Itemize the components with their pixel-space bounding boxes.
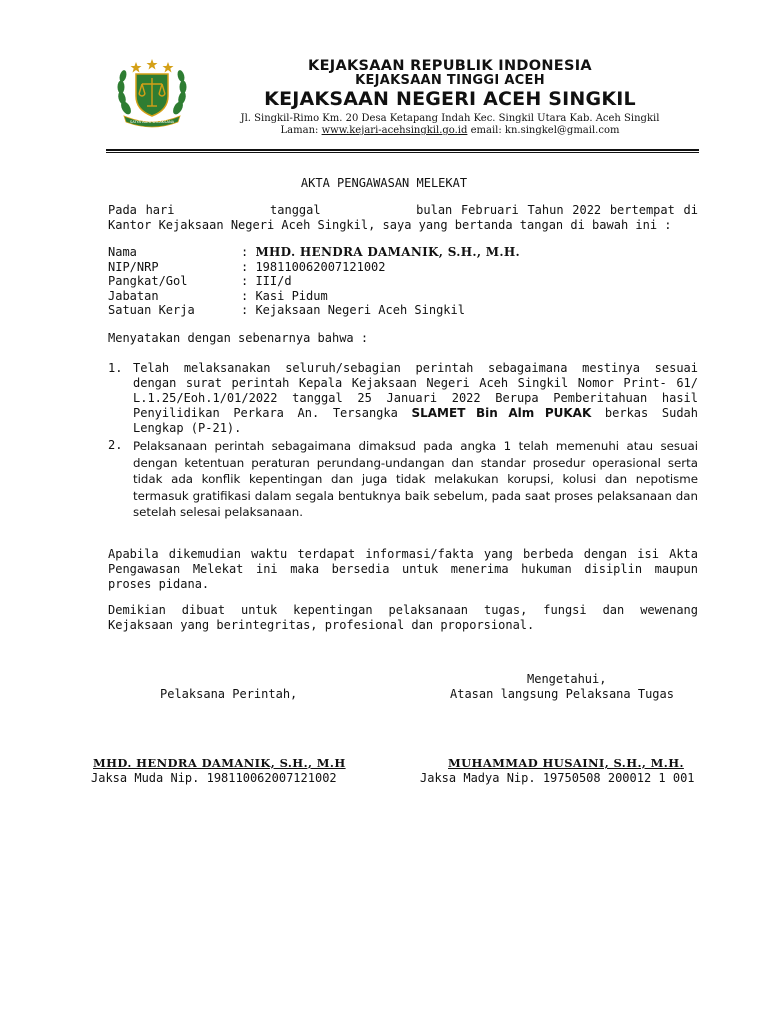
list-item-text: Pelaksanaan perintah sebagaimana dimaksud pada angka 1 telah memenuhi atau sesuai dengan ketentuan peraturan perundang-undangan dan standar prosedur operasional serta tidak ada konflik kepentingan dan juga tidak melakukan korupsi, kolusi dan nepotisme termasuk gratifikasi dalam segala bentuknya baik sebelum, pada saat proses pelaksanaan dan setelah selesai pelaksanaan. <box>133 439 698 519</box>
sep: : <box>241 245 256 259</box>
suspect-name: SLAMET Bin Alm PUKAK <box>411 406 592 420</box>
sep: : <box>241 303 256 317</box>
nama-value: MHD. HENDRA DAMANIK, S.H., M.H. <box>255 245 520 259</box>
statement-list <box>108 361 698 523</box>
list-number: 2. <box>108 438 123 452</box>
left-signer-nip: Jaksa Muda Nip. 198110062007121002 <box>91 771 337 785</box>
sep: : <box>241 259 256 274</box>
identity-row-nip <box>108 260 698 275</box>
right-signer-name: MUHAMMAD HUSAINI, S.H., M.H. <box>448 756 684 770</box>
nama-label: Nama <box>108 245 137 259</box>
list-item <box>108 438 698 521</box>
identity-block <box>108 245 698 318</box>
document-title: AKTA PENGAWASAN MELEKAT <box>300 176 468 190</box>
letterhead-rule-thin <box>106 152 699 153</box>
jabatan-value: Kasi Pidum <box>255 288 328 303</box>
satuan-value: Kejaksaan Negeri Aceh Singkil <box>255 303 465 317</box>
letterhead-address: Jl. Singkil-Rimo Km. 20 Desa Ketapang Indah Kec. Singkil Utara Kab. Aceh Singkil <box>240 113 660 124</box>
identity-row-nama <box>108 245 698 260</box>
letterhead-line3: KEJAKSAAN NEGERI ACEH SINGKIL <box>264 88 636 110</box>
sep: : <box>241 288 256 303</box>
letterhead-rule-thick <box>106 149 699 151</box>
left-signer-name: MHD. HENDRA DAMANIK, S.H., M.H <box>93 756 346 770</box>
list-number: 1. <box>108 361 123 375</box>
item1-text-a: Telah melaksanakan seluruh/sebagian perintah sebagaimana mestinya sesuai dengan surat perintah Kepala Kejaksaan Negeri Aceh Singkil Nomor Print- 61/ L.1.25/Eoh.1/01/2022 tanggal 25 Januari 2022 Berupa Pemberitahuan hasil Penyilidikan Perkara An. Tersangka <box>133 361 698 420</box>
nip-value: 198110062007121002 <box>255 259 386 274</box>
right-signer-role: Atasan langsung Pelaksana Tugas <box>450 687 674 701</box>
jabatan-label: Jabatan <box>108 288 159 303</box>
list-item-text <box>133 361 698 436</box>
pangkat-label: Pangkat/Gol <box>108 274 188 288</box>
letterhead-contact <box>200 125 700 137</box>
opening-paragraph <box>108 203 706 233</box>
letterhead <box>200 58 700 137</box>
item1-text-b: berkas Sudah Lengkap (P-21). <box>133 406 698 435</box>
letterhead-line2: KEJAKSAAN TINGGI ACEH <box>355 73 545 88</box>
identity-row-jabatan <box>108 289 698 304</box>
identity-row-satuan <box>108 303 698 318</box>
identity-row-pangkat <box>108 274 698 289</box>
consequence-paragraph: Apabila dikemudian waktu terdapat informasi/fakta yang berbeda dengan isi Akta Pengawasan Melekat ini maka bersedia untuk menerima hukuman disiplin maupun proses pidana. <box>108 547 698 591</box>
list-item <box>108 361 698 436</box>
letterhead-line1: KEJAKSAAN REPUBLIK INDONESIA <box>308 58 592 74</box>
pangkat-value: III/d <box>255 274 292 288</box>
email-text: email: kn.singkel@gmail.com <box>470 125 620 136</box>
closing-paragraph: Demikian dibuat untuk kepentingan pelaksanaan tugas, fungsi dan wewenang Kejaksaan yang berintegritas, profesional dan proporsional. <box>108 603 698 632</box>
satuan-label: Satuan Kerja <box>108 303 195 317</box>
opening-text: Pada hari tanggal bulan Februari Tahun 2022 bertempat di Kantor Kejaksaan Negeri Aceh Singkil, saya yang bertanda tangan di bawah ini : <box>108 203 706 232</box>
nip-label: NIP/NRP <box>108 259 159 274</box>
logo-ribbon-text: SATYA ADHI WICAKSANA <box>129 120 175 124</box>
acknowledged-label: Mengetahui, <box>527 672 607 686</box>
right-signer-nip: Jaksa Madya Nip. 19750508 200012 1 001 <box>420 771 695 785</box>
left-signer-role: Pelaksana Perintah, <box>160 687 298 701</box>
statement-line: Menyatakan dengan sebenarnya bahwa : <box>108 331 369 345</box>
sep: : <box>241 274 256 288</box>
kejaksaan-logo-icon <box>114 56 190 128</box>
web-link[interactable]: www.kejari-acehsingkil.go.id <box>321 125 468 136</box>
web-label: Laman: <box>280 125 319 136</box>
